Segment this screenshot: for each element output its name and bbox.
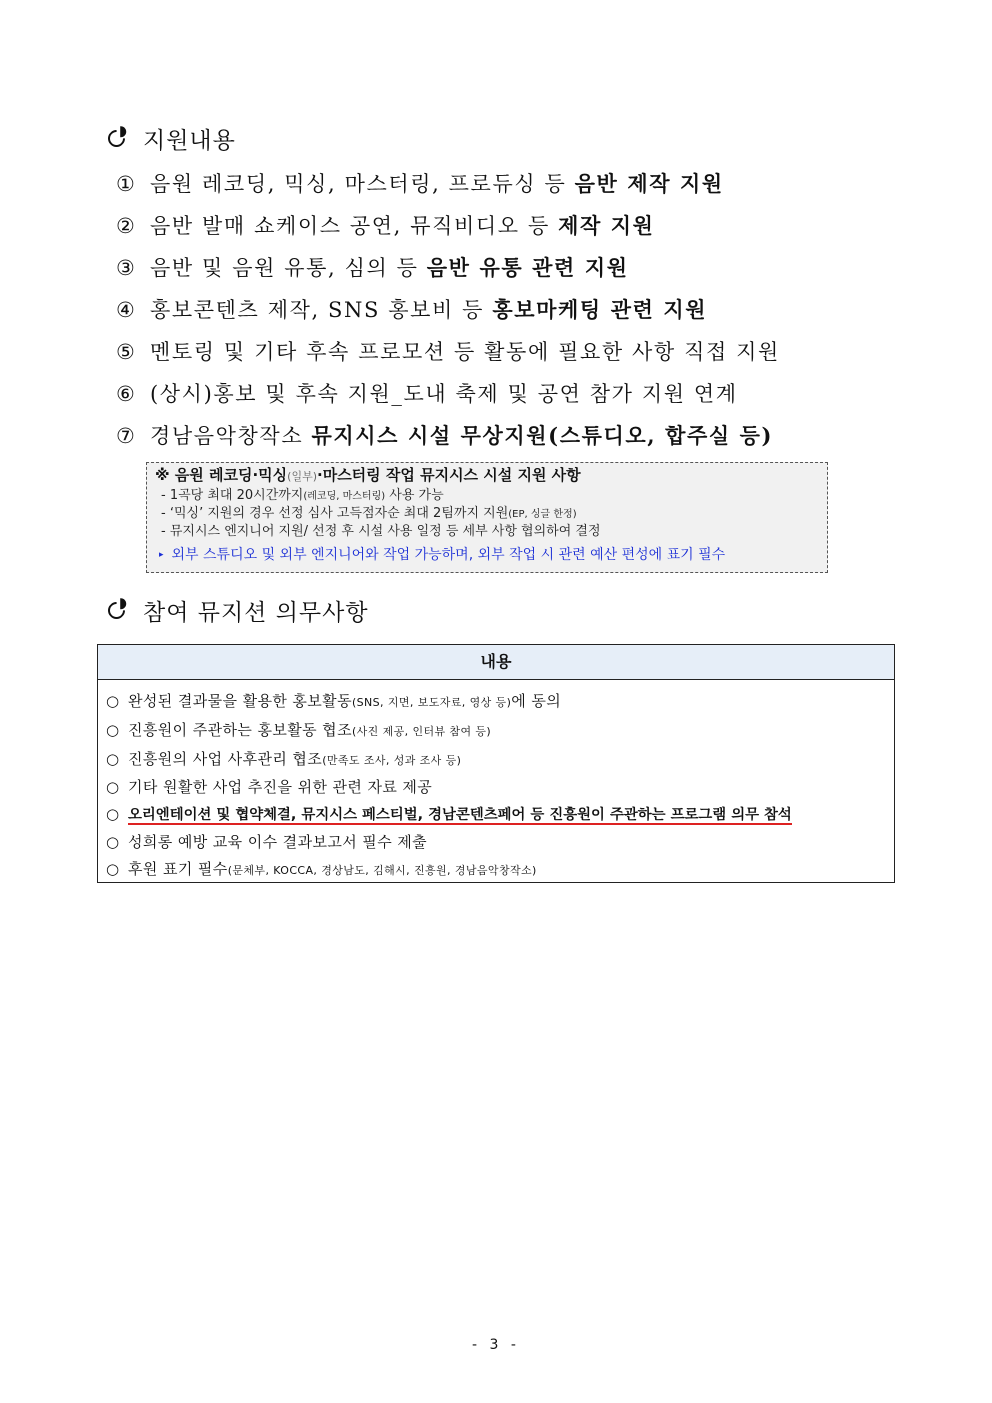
circle-bullet-icon: ○ xyxy=(106,778,120,797)
page-number: - 3 - xyxy=(472,1337,520,1353)
notice-line-text: 사용 가능 xyxy=(385,488,444,503)
row-note: (만족도 조사, 성과 조사 등) xyxy=(322,753,462,767)
item-text: 멘토링 및 기타 후속 프로모션 등 활동에 필요한 사항 직접 지원 xyxy=(150,340,780,364)
section-heading-duties xyxy=(108,594,369,627)
notice-line-text: - 1곡당 최대 20시간까지 xyxy=(161,488,304,503)
table-header: 내용 xyxy=(98,645,894,680)
row-text: 완성된 결과물을 활용한 홍보활동 xyxy=(128,692,352,710)
notice-title-text: ※ 음원 레코딩·믹싱 xyxy=(155,466,288,484)
item-text: 경남음악창작소 xyxy=(150,424,312,448)
section-bullet-icon xyxy=(104,598,128,622)
notice-line-text: - ‘믹싱’ 지원의 경우 선정 심사 고득점자순 최대 2팀까지 지원 xyxy=(161,506,509,521)
row-note: (문체부, KOCCA, 경상남도, 김해시, 진흥원, 경남음악창작소) xyxy=(227,863,537,877)
item-number: ⑥ xyxy=(116,382,137,406)
row-text: 진흥원의 사업 사후관리 협조 xyxy=(128,749,323,768)
support-item xyxy=(116,252,629,282)
notice-line xyxy=(155,505,819,523)
notice-line: - 뮤지시스 엔지니어 지원/ 선정 후 시설 사용 일정 등 세부 사항 협의하여 결정 xyxy=(161,524,601,539)
support-item xyxy=(116,168,724,198)
circle-bullet-icon: ○ xyxy=(106,749,120,768)
item-number: ④ xyxy=(116,298,137,322)
row-text: 후원 표기 필수 xyxy=(128,859,228,878)
notice-title-note: (일부) xyxy=(287,470,317,483)
notice-highlight xyxy=(155,544,819,566)
section-heading-support xyxy=(108,122,236,155)
notice-line xyxy=(155,487,819,505)
item-text: 홍보콘텐츠 제작, SNS 홍보비 등 xyxy=(150,298,493,322)
notice-title xyxy=(155,465,819,487)
item-text: 음원 레코딩, 믹싱, 마스터링, 프로듀싱 등 xyxy=(150,172,575,196)
notice-highlight-text: 외부 스튜디오 및 외부 엔지니어와 작업 가능하며, 외부 작업 시 관련 예산 편성에 표기 필수 xyxy=(171,547,726,563)
table-body xyxy=(98,680,894,885)
item-bold-text: 음반 제작 지원 xyxy=(574,171,724,196)
duty-table xyxy=(97,644,895,883)
support-item xyxy=(116,294,707,324)
table-row xyxy=(106,774,894,801)
item-text: 음반 및 음원 유통, 심의 등 xyxy=(150,256,427,280)
item-number: ② xyxy=(116,214,137,238)
table-row xyxy=(106,856,894,885)
table-row xyxy=(106,829,894,856)
item-number: ③ xyxy=(116,256,137,280)
item-text: (상시)홍보 및 후속 지원_도내 축제 및 공연 참가 지원 연계 xyxy=(150,382,738,406)
notice-title-text: ·마스터링 작업 뮤지시스 시설 지원 사항 xyxy=(317,466,581,484)
table-row xyxy=(106,746,894,775)
section-bullet-icon xyxy=(104,126,128,150)
circle-bullet-icon: ○ xyxy=(106,832,120,851)
item-text: 음반 발매 쇼케이스 공연, 뮤직비디오 등 xyxy=(150,214,559,238)
support-item xyxy=(116,420,773,450)
triangle-right-icon: ▸ xyxy=(159,550,164,560)
item-number: ⑤ xyxy=(116,340,137,364)
item-number: ① xyxy=(116,172,137,196)
circle-bullet-icon: ○ xyxy=(106,692,120,710)
item-bold-text: 뮤지시스 시설 무상지원(스튜디오, 합주실 등) xyxy=(311,423,774,448)
notice-line-note: (EP, 싱글 한정) xyxy=(508,509,577,520)
row-note: (사진 제공, 인터뷰 참여 등) xyxy=(351,724,492,738)
circle-bullet-icon: ○ xyxy=(106,805,120,824)
support-item xyxy=(116,378,738,408)
row-text: 오리엔테이션 및 협약체결, 뮤지시스 페스티벌, 경남콘텐츠페어 등 진흥원이 주관하는 프로그램 의무 참석 xyxy=(128,807,792,824)
row-text-suffix: 에 동의 xyxy=(511,692,562,710)
section-title: 지원내용 xyxy=(143,128,236,154)
table-row-emphasized xyxy=(106,801,894,829)
row-note: (SNS, 지면, 보도자료, 영상 등) xyxy=(351,696,512,709)
table-row xyxy=(106,688,894,717)
table-row xyxy=(106,717,894,746)
studio-support-notice xyxy=(146,462,828,573)
support-item xyxy=(116,336,780,366)
row-text: 기타 원활한 사업 추진을 위한 관련 자료 제공 xyxy=(128,778,433,797)
item-bold-text: 음반 유통 관련 지원 xyxy=(426,255,629,280)
item-number: ⑦ xyxy=(116,424,137,448)
section-title: 참여 뮤지션 의무사항 xyxy=(143,600,369,626)
support-item xyxy=(116,210,655,240)
row-text: 진흥원이 주관하는 홍보활동 협조 xyxy=(128,720,352,739)
item-bold-text: 제작 지원 xyxy=(558,213,655,238)
item-bold-text: 홍보마케팅 관련 지원 xyxy=(492,297,708,322)
circle-bullet-icon: ○ xyxy=(106,720,120,739)
row-text: 성희롱 예방 교육 이수 결과보고서 필수 제출 xyxy=(128,832,428,851)
circle-bullet-icon: ○ xyxy=(106,859,120,878)
notice-line-note: (레코딩, 마스터링) xyxy=(303,491,386,502)
